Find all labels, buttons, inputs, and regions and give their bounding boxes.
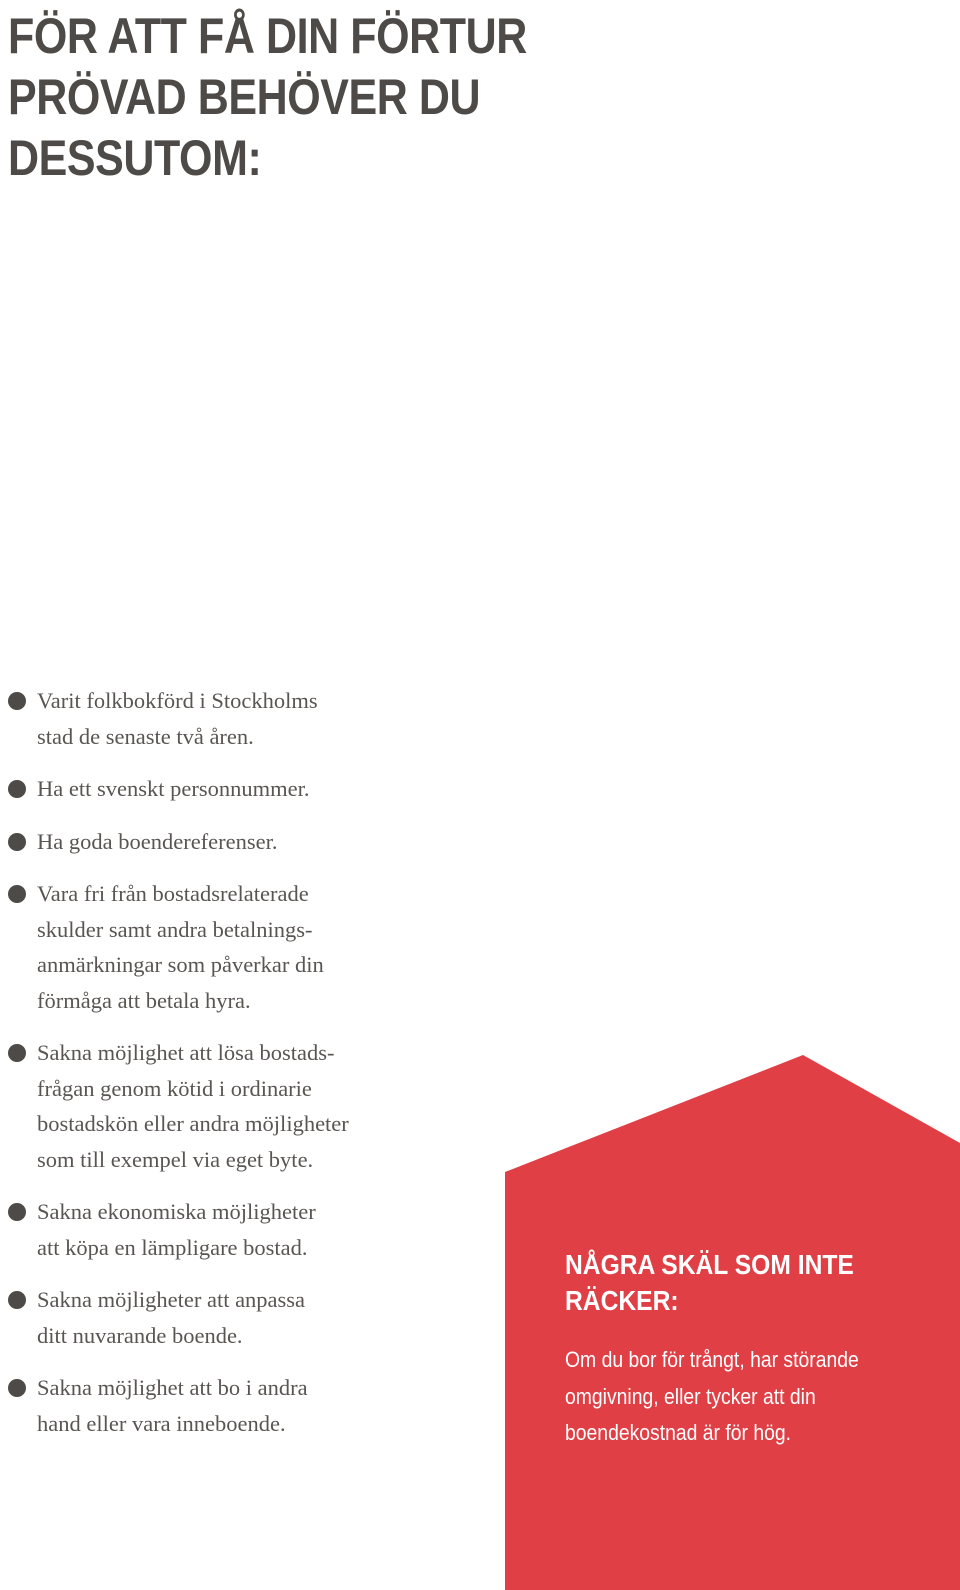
heading-line: PRÖVAD BEHÖVER DU	[8, 69, 481, 125]
requirement-item	[8, 1035, 478, 1177]
info-box-text	[565, 1342, 899, 1452]
requirement-text-line: bostadskön eller andra möjligheter	[37, 1111, 349, 1136]
requirement-text-line: anmärkningar som påverkar din	[37, 952, 324, 977]
info-title-line: RÄCKER:	[565, 1285, 679, 1316]
requirement-item	[8, 1370, 478, 1441]
bullet-dot-icon	[8, 780, 26, 798]
requirement-text-line: som till exempel via eget byte.	[37, 1146, 314, 1172]
bullet-dot-icon	[8, 833, 26, 851]
heading-line: FÖR ATT FÅ DIN FÖRTUR	[8, 8, 527, 64]
requirement-item	[8, 876, 478, 1018]
bullet-dot-icon	[8, 885, 26, 903]
requirement-text-line: förmåga att betala hyra.	[37, 987, 251, 1013]
requirement-text-line: ditt nuvarande boende.	[37, 1322, 243, 1348]
requirement-item	[8, 1282, 478, 1353]
bullet-dot-icon	[8, 1044, 26, 1062]
requirement-text-line: skulder samt andra betalnings-	[37, 916, 313, 942]
info-text-line: omgivning, eller tycker att din	[565, 1383, 816, 1409]
requirement-text-line: Sakna möjlighet att bo i andra	[37, 1375, 308, 1400]
info-title-line: NÅGRA SKÄL SOM INTE	[565, 1249, 854, 1280]
bullet-dot-icon	[8, 1379, 26, 1397]
requirement-item	[8, 1194, 478, 1265]
house-polygon	[505, 1055, 960, 1590]
bullet-dot-icon	[8, 1203, 26, 1221]
requirement-item	[8, 683, 478, 754]
house-shape-box	[505, 1055, 960, 1590]
requirement-text-line: Sakna möjlighet att lösa bostads-	[37, 1040, 335, 1065]
requirement-text-line: Ha ett svenskt personnummer.	[37, 776, 310, 801]
bullet-dot-icon	[8, 1291, 26, 1309]
requirement-item	[8, 824, 478, 860]
requirement-text-line: frågan genom kötid i ordinarie	[37, 1075, 312, 1101]
requirement-text-line: Vara fri från bostadsrelaterade	[37, 881, 309, 906]
requirement-text-line: Sakna möjligheter att anpassa	[37, 1287, 306, 1312]
requirement-text-line: Sakna ekonomiska möjligheter	[37, 1199, 316, 1224]
requirement-text-line: att köpa en lämpligare bostad.	[37, 1234, 308, 1260]
requirements-list	[8, 683, 478, 1458]
info-text-line: boendekostnad är för hög.	[565, 1420, 792, 1445]
house-shape	[505, 1055, 960, 1590]
bullet-dot-icon	[8, 692, 26, 710]
requirement-text-line: Varit folkbokförd i Stockholms	[37, 688, 318, 713]
requirement-text-line: stad de senaste två åren.	[37, 723, 254, 749]
requirement-item	[8, 771, 478, 807]
heading-line: DESSUTOM:	[8, 130, 262, 186]
info-box-title	[565, 1247, 899, 1319]
requirement-text-line: hand eller vara inneboende.	[37, 1410, 286, 1436]
info-text-line: Om du bor för trångt, har störande	[565, 1347, 859, 1372]
requirement-text-line: Ha goda boendereferenser.	[37, 828, 278, 854]
page-heading	[8, 6, 527, 189]
